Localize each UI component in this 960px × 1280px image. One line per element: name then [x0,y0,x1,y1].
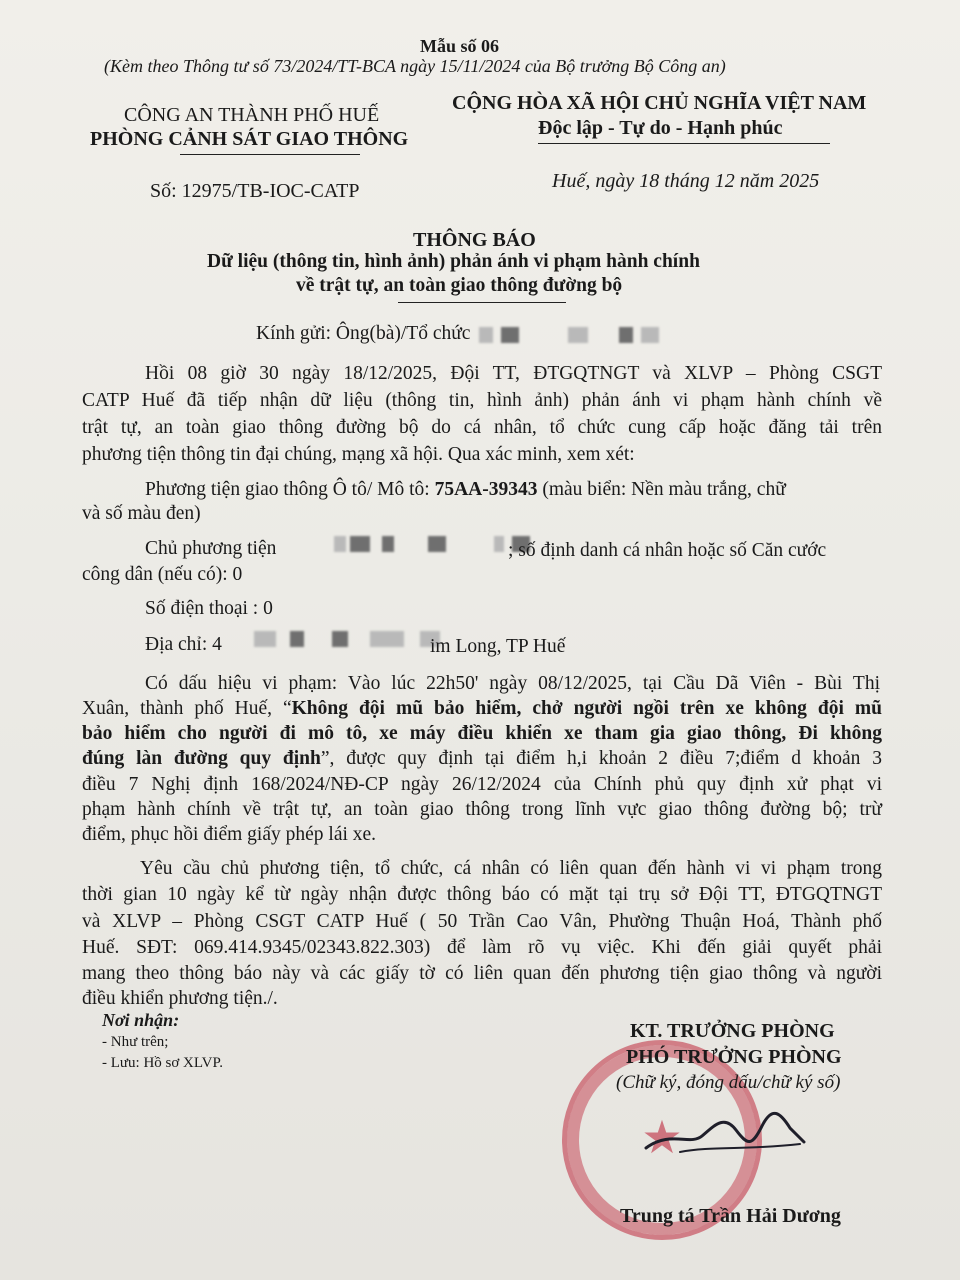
redacted-block [501,327,519,343]
agency-department: PHÒNG CẢNH SÁT GIAO THÔNG [90,128,409,150]
signer-name: Trung tá Trần Hải Dương [620,1205,841,1227]
vehicle-label: Phương tiện giao thông Ô tô/ Mô tô: [145,479,430,500]
redacted-block [370,631,404,647]
agency-underline [180,154,360,155]
violation-text: Xuân, thành phố Huế, “ [82,698,292,719]
license-plate: 75AA-39343 [434,479,538,500]
owner-redacted [330,535,534,553]
phone-line: Số điện thoại : 0 [145,598,273,619]
request-line: thời gian 10 ngày kể từ ngày nhận được thông báo có mặt tại trụ sở Đội TT, ĐTGQTNGT [82,884,882,905]
place-date: Huế, ngày 18 tháng 12 năm 2025 [552,170,820,192]
plate-color: (màu biển: Nền màu trắng, chữ [542,479,786,500]
redacted-block [254,631,276,647]
violation-line: phạm hành chính về trật tự, an toàn giao thông trong lĩnh vực giao thông đường bộ; trừ [82,799,882,820]
request-line: và XLVP – Phòng CSGT CATP Huế ( 50 Trần Cao Vân, Phường Thuận Hoá, Thành phố [82,911,882,932]
paragraph-line: CATP Huế đã tiếp nhận dữ liệu (thông tin, hình ảnh) phản ánh vi phạm hành chính về [82,390,882,411]
violation-line: bảo hiểm cho người đi mô tô, xe máy điều khiển xe tham gia giao thông, Đi không [82,723,882,744]
recipient-item: - Như trên; [102,1034,169,1050]
redacted-block [290,631,304,647]
violation-bold: đúng làn đường quy định [82,748,321,769]
document-title: THÔNG BÁO [413,229,536,251]
redacted-block [641,327,659,343]
violation-line [82,747,882,771]
title-underline [398,302,566,303]
recipients-title: Nơi nhận: [102,1010,180,1030]
owner-label: Chủ phương tiện [145,538,277,559]
redacted-block [350,536,370,552]
paragraph-line: trật tự, an toàn giao thông đường bộ do cá nhân, tổ chức cung cấp hoặc đăng tải trên [82,417,882,438]
form-reference: (Kèm theo Thông tư số 73/2024/TT-BCA ngày 15/11/2024 của Bộ trưởng Bộ Công an) [104,56,726,76]
nation-title: CỘNG HÒA XÃ HỘI CHỦ NGHĨA VIỆT NAM [452,92,867,114]
form-number: Mẫu số 06 [420,36,500,56]
request-line: mang theo thông báo này và các giấy tờ có liên quan đến phương tiện giao thông và người [82,963,882,984]
address-label: Địa chỉ: 4 [145,634,222,655]
agency-name: CÔNG AN THÀNH PHỐ HUẾ [124,104,380,126]
request-line: điều khiển phương tiện./. [82,988,278,1009]
owner-id-value: công dân (nếu có): 0 [82,564,243,585]
redacted-block [332,631,348,647]
redacted-block [382,536,394,552]
redacted-block [428,536,446,552]
redacted-block [494,536,504,552]
vehicle-line [145,478,882,502]
violation-line [82,697,882,721]
signature-title-1: KT. TRƯỞNG PHÒNG [630,1020,835,1042]
document-subtitle-1: Dữ liệu (thông tin, hình ảnh) phản ánh vi phạm hành chính [207,251,700,272]
redacted-block [619,327,633,343]
address-redacted [250,630,444,648]
violation-line: Có dấu hiệu vi phạm: Vào lúc 22h50' ngày 08/12/2025, tại Cầu Dã Viên - Bùi Thị [145,673,880,694]
signature-title-2: PHÓ TRƯỞNG PHÒNG [626,1046,842,1068]
redacted-block [479,327,493,343]
address-tail: im Long, TP Huế [430,636,566,657]
violation-line: điểm, phục hồi điểm giấy phép lái xe. [82,824,377,845]
violation-line: điều 7 Nghị định 168/2024/NĐ-CP ngày 26/12/2024 của Chính phủ quy định xử phạt vi [82,774,882,795]
star-icon: ★ [641,1112,683,1163]
document-number: Số: 12975/TB-IOC-CATP [150,180,360,202]
vehicle-line-2: và số màu đen) [82,503,201,524]
document-subtitle-2: về trật tự, an toàn giao thông đường bộ [296,275,623,296]
paragraph-line: Hồi 08 giờ 30 ngày 18/12/2025, Đội TT, ĐTGQTNGT và XLVP – Phòng CSGT [145,363,882,384]
recipient-label: Kính gửi: Ông(bà)/Tổ chức [256,323,471,344]
request-line: Huế. SĐT: 069.414.9345/02343.822.303) để làm rõ vụ việc. Khi đến giải quyết phải [82,937,882,958]
paragraph-line: phương tiện thông tin đại chúng, mạng xã hội. Qua xác minh, xem xét: [82,444,635,465]
signature-note: (Chữ ký, đóng dấu/chữ ký số) [616,1072,841,1093]
owner-id-label: ; số định danh cá nhân hoặc số Căn cước [508,540,827,561]
nation-motto: Độc lập - Tự do - Hạnh phúc [538,117,783,139]
redacted-block [568,327,588,343]
violation-bold: Không đội mũ bảo hiểm, chở người ngồi trên xe không đội mũ [291,698,882,719]
violation-text: ”, được quy định tại điểm h,i khoản 2 điều 7;điểm d khoản 3 [320,748,882,769]
recipient-item: - Lưu: Hồ sơ XLVP. [102,1055,223,1071]
redacted-block [334,536,346,552]
request-line: Yêu cầu chủ phương tiện, tổ chức, cá nhân có liên quan đến hành vi vi phạm trong [140,858,882,879]
handwritten-signature [640,1100,810,1170]
motto-underline [538,143,830,144]
recipient-line [256,322,663,346]
